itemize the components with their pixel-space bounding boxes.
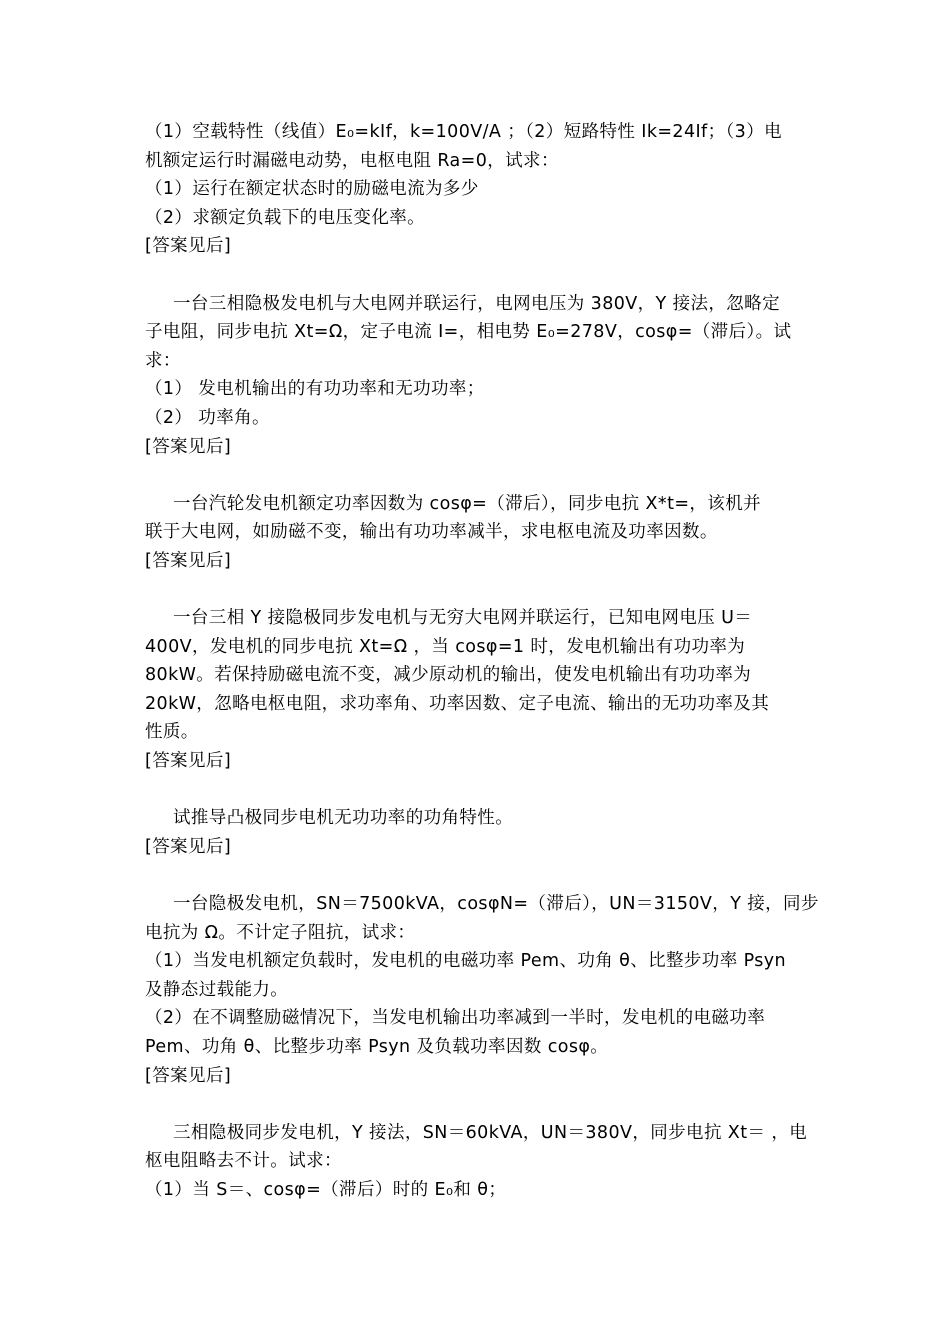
problem-1-line-4: （2）求额定负载下的电压变化率。 xyxy=(145,207,426,228)
answer-link-4[interactable]: [答案见后] xyxy=(145,751,232,772)
answer-link-1[interactable]: [答案见后] xyxy=(145,236,232,257)
answer-link-5[interactable]: [答案见后] xyxy=(145,836,232,857)
problem-2-line-4: （1） 发电机输出的有功功率和无功功率； xyxy=(145,379,485,400)
problem-4-line-2: 400V，发电机的同步电抗 Xt=Ω ，当 cosφ=1 时，发电机输出有功功率为 xyxy=(145,636,746,657)
problem-2-line-3: 求： xyxy=(145,350,181,371)
problem-1-line-1: （1）空载特性（线值）E₀=kIf，k=100V/A ；（2）短路特性 Ik=24If；（3）电 xyxy=(145,122,783,142)
problem-3 xyxy=(145,490,810,576)
spacer xyxy=(145,576,810,605)
spacer xyxy=(145,261,810,290)
problem-4 xyxy=(145,604,810,776)
problem-3-line-2: 联于大电网，如励磁不变，输出有功功率减半，求电枢电流及功率因数。 xyxy=(145,522,718,543)
problem-6-line-1: 一台隐极发电机，SN＝7500kVA，cosφN=（滞后），UN＝3150V，Y 接，同步 xyxy=(173,894,819,915)
problem-5-line-1: 试推导凸极同步电机无功功率的功角特性。 xyxy=(173,808,514,829)
problem-1-line-3: （1）运行在额定状态时的励磁电流为多少 xyxy=(145,179,479,200)
problem-3-line-1: 一台汽轮发电机额定功率因数为 cosφ=（滞后），同步电抗 X*t=，该机并 xyxy=(173,493,761,514)
problem-4-line-4: 20kW，忽略电枢电阻，求功率角、功率因数、定子电流、输出的无功功率及其 xyxy=(145,693,770,714)
problem-7-line-3: （1）当 S＝、cosφ=（滞后）时的 E₀和 θ； xyxy=(145,1179,507,1200)
problem-1 xyxy=(145,118,810,261)
spacer xyxy=(145,1090,810,1119)
problem-6 xyxy=(145,890,819,1090)
answer-link-2[interactable]: [答案见后] xyxy=(145,436,232,457)
problem-5 xyxy=(145,804,810,861)
problem-7 xyxy=(145,1119,810,1205)
problem-2-line-1: 一台三相隐极发电机与大电网并联运行，电网电压为 380V，Y 接法，忽略定 xyxy=(173,293,780,314)
problem-4-line-5: 性质。 xyxy=(145,722,199,743)
spacer xyxy=(145,861,810,890)
spacer xyxy=(145,461,810,490)
spacer xyxy=(145,776,810,805)
problem-4-line-1: 一台三相 Y 接隐极同步发电机与无穷大电网并联运行，已知电网电压 U＝ xyxy=(173,608,753,629)
problem-6-line-4: 及静态过载能力。 xyxy=(145,979,289,1000)
document-body xyxy=(145,118,819,1205)
problem-1-line-2: 机额定运行时漏磁电动势，电枢电阻 Ra=0，试求： xyxy=(145,150,559,171)
problem-2-line-5: （2） 功率角。 xyxy=(145,407,270,428)
problem-7-line-2: 枢电阻略去不计。试求： xyxy=(145,1151,342,1172)
problem-6-line-5: （2）在不调整励磁情况下，当发电机输出功率减到一半时，发电机的电磁功率 xyxy=(145,1008,766,1029)
problem-7-line-1: 三相隐极同步发电机，Y 接法，SN＝60kVA，UN＝380V，同步电抗 Xt＝ ，电 xyxy=(173,1122,808,1143)
problem-6-line-2: 电抗为 Ω。不计定子阻抗，试求： xyxy=(145,922,416,943)
problem-6-line-6: Pem、功角 θ、比整步功率 Psyn 及负载功率因数 cosφ。 xyxy=(145,1037,609,1057)
problem-6-line-3: （1）当发电机额定负载时，发电机的电磁功率 Pem、功角 θ、比整步功率 Psyn xyxy=(145,951,786,972)
answer-link-6[interactable]: [答案见后] xyxy=(145,1065,232,1086)
problem-2 xyxy=(145,290,810,462)
problem-2-line-2: 子电阻，同步电抗 Xt=Ω，定子电流 I=，相电势 E₀=278V，cosφ=（滞后）。试 xyxy=(145,322,792,343)
problem-4-line-3: 80kW。若保持励磁电流不变，减少原动机的输出，使发电机输出有功功率为 xyxy=(145,665,752,686)
answer-link-3[interactable]: [答案见后] xyxy=(145,550,232,571)
